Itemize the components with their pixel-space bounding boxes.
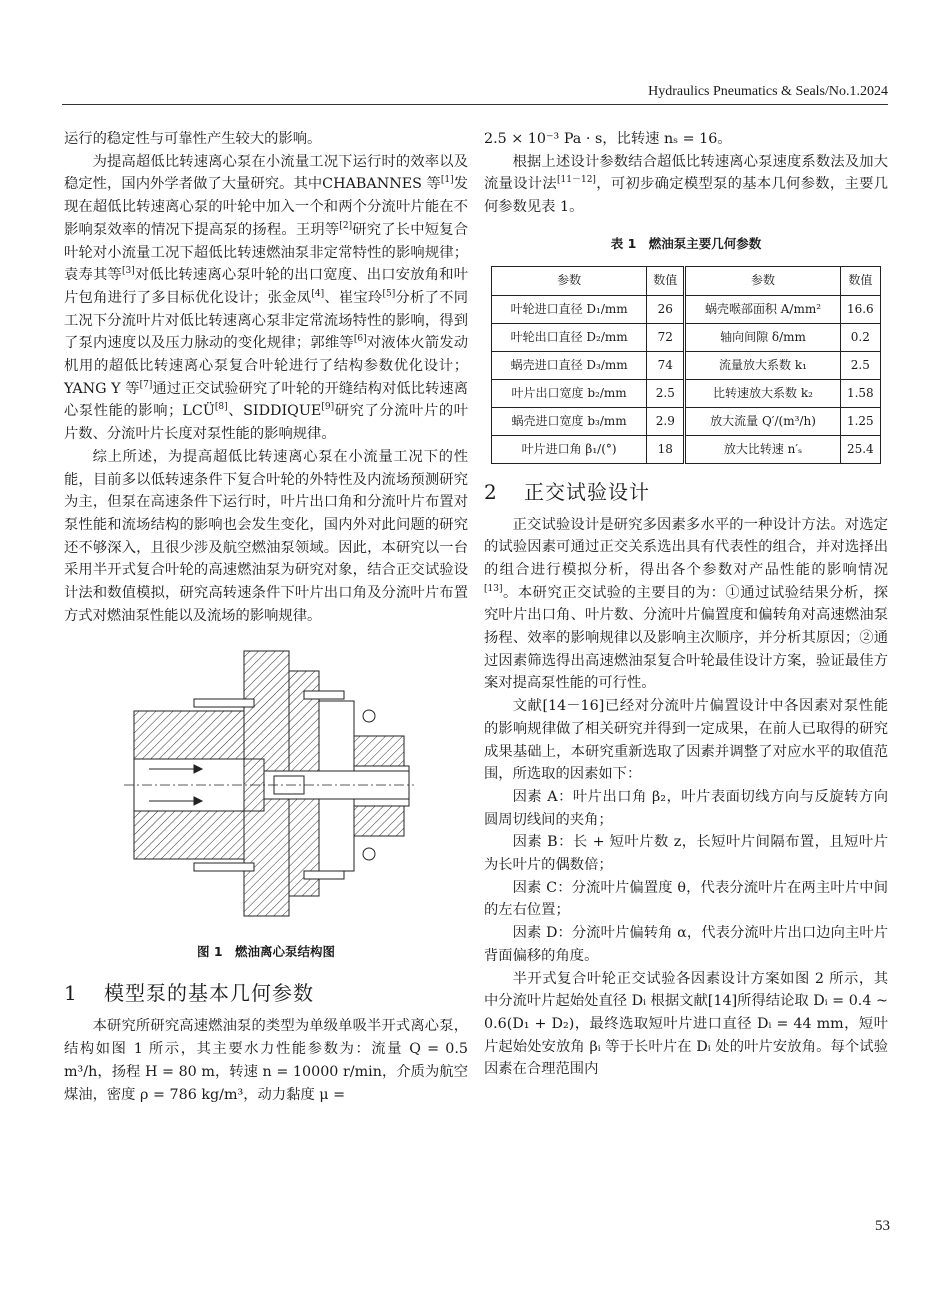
paragraph: 根据上述设计参数结合超低比转速离心泵速度系数法及加大流量设计法[11－12]，可初步确定模型泵的基本几何参数，主要几何参数见表 1。	[484, 153, 889, 216]
table-cell: 16.6	[840, 295, 880, 323]
right-column	[484, 128, 888, 1081]
citation[interactable]: [13]	[484, 583, 503, 594]
table-cell: 叶片进口角 β₁/(°)	[492, 435, 647, 463]
table-cell: 放大流量 Q′/(m³/h)	[685, 407, 840, 435]
table-cell: 比转速放大系数 k₂	[685, 379, 840, 407]
paragraph: 为提高超低比转速离心泵在小流量工况下运行时的效率以及稳定性，国内外学者做了大量研究。其中CHABANNES 等[1]发现在超低比转速离心泵的叶轮中加入一个和两个分流叶片能在不影响泵效率的情况下提高泵的扬程。王玥等[2]研究了长中短复合叶轮对小流量工况下超低比转速燃油泵非定常特性的影响规律；袁寿其等[3]对低比转速离心泵叶轮的出口宽度、出口安放角和叶片包角进行了多目标优化设计；张金凤[4]、崔宝玲[5]分析了不同工况下分流叶片对低比转速离心泵非定常流场特性的影响，得到了泵内速度以及压力脉动的变化规律；郭维等[6]对液体火箭发动机用的超低比转速离心泵复合叶轮进行了结构参数优化设计；YANG Y 等[7]通过正交试验研究了叶轮的开缝结构对低比转速离心泵性能的影响；LCÜ[8]、SIDDIQUE[9]研究了分流叶片的叶片数、分流叶片长度对泵性能的影响规律。	[64, 153, 469, 443]
page-number: 53	[875, 1218, 890, 1234]
paragraph: 因素 A：叶片出口角 β₂，叶片表面切线方向与反旋转方向圆周切线间的夹角；	[484, 788, 888, 828]
paragraph: 本研究所研究高速燃油泵的类型为单级单吸半开式离心泵，结构如图 1 所示，其主要水力性能参数为：流量 Q = 0.5 m³/h，扬程 H = 80 m，转速 n = 10000 r/min，介质为航空煤油，密度 ρ = 786 kg/m³，动力黏度 μ =	[64, 1018, 468, 1103]
table-row	[492, 295, 881, 323]
citation[interactable]: [7]	[139, 379, 153, 390]
parameters-table	[491, 266, 881, 464]
citation[interactable]: [5]	[382, 289, 396, 300]
table-header: 参数	[685, 266, 840, 295]
paragraph: 因素 C：分流叶片偏置度 θ，代表分流叶片在两主叶片中间的左右位置；	[484, 879, 888, 919]
table-cell: 叶片出口宽度 b₂/mm	[492, 379, 647, 407]
paragraph: 因素 B：长 + 短叶片数 z，长短叶片间隔布置，且短叶片为长叶片的偶数倍；	[484, 834, 888, 874]
table-cell: 叶轮出口直径 D₂/mm	[492, 323, 647, 351]
paragraph: 半开式复合叶轮正交试验各因素设计方案如图 2 所示，其中分流叶片起始处直径 Dᵢ 根据文献[14]所得结论取 Dᵢ = 0.4 ~ 0.6(D₁ + D₂)，最终选取短叶片进口直径 Dᵢ = 44 mm，短叶片起始处安放角 βᵢ 等于长叶片在 Dᵢ 处的叶片安放角。每个试验因素在合理范围内	[484, 970, 888, 1078]
table-header: 参数	[492, 266, 647, 295]
table-caption: 表 1 燃油泵主要几何参数	[610, 235, 762, 251]
citation[interactable]: [9]	[321, 402, 335, 413]
table-row	[492, 323, 881, 351]
table-cell: 2.5	[840, 351, 880, 379]
table-cell: 1.58	[840, 379, 880, 407]
left-column	[64, 128, 468, 1106]
table-cell: 1.25	[840, 407, 880, 435]
citation[interactable]: [6]	[353, 334, 367, 345]
table-cell: 蜗壳喉部面积 A/mm²	[685, 295, 840, 323]
section-heading: 2 正交试验设计	[484, 479, 650, 504]
table-row	[492, 351, 881, 379]
table-cell: 0.2	[840, 323, 880, 351]
paragraph: 2.5 × 10⁻³ Pa · s，比转速 nₛ = 16。	[484, 131, 732, 147]
figure-caption: 图 1 燃油离心泵结构图	[196, 944, 336, 960]
table-cell: 74	[647, 351, 685, 379]
table-cell: 轴向间隙 δ/mm	[685, 323, 840, 351]
table-cell: 18	[647, 435, 685, 463]
table-cell: 流量放大系数 k₁	[685, 351, 840, 379]
table-cell: 蜗壳进口直径 D₃/mm	[492, 351, 647, 379]
table-row	[492, 435, 881, 463]
paragraph: 正交试验设计是研究多因素多水平的一种设计方法。对选定的试验因素可通过正交关系选出具有代表性的组合，并对选择出的组合进行模拟分析，得出各个参数对产品性能的影响情况[13]。本研究正交试验的主要目的为：①通过试验结果分析，探究叶片出口角、叶片数、分流叶片偏置度和偏转角对高速燃油泵扬程、效率的影响规律以及影响主次顺序，并分析其原因；②通过因素筛选得出高速燃油泵复合叶轮最佳设计方案，验证最佳方案对提高泵性能的可行性。	[484, 516, 888, 692]
citation[interactable]: [2]	[339, 221, 353, 232]
paragraph: 运行的稳定性与可靠性产生较大的影响。	[64, 131, 322, 147]
table-cell: 叶轮进口直径 D₁/mm	[492, 295, 647, 323]
citation[interactable]: [8]	[214, 402, 228, 413]
table-cell: 25.4	[840, 435, 880, 463]
table-row	[492, 407, 881, 435]
citation[interactable]: [1]	[440, 175, 454, 186]
table-cell: 2.9	[647, 407, 685, 435]
header-rule	[62, 104, 888, 105]
table-cell: 26	[647, 295, 685, 323]
pump-structure-drawing	[124, 641, 414, 926]
table-header: 数值	[840, 266, 880, 295]
section-heading: 1 模型泵的基本几何参数	[64, 981, 314, 1006]
table-cell: 蜗壳进口宽度 b₃/mm	[492, 407, 647, 435]
citation[interactable]: [3]	[121, 266, 135, 277]
paragraph: 综上所述，为提高超低比转速离心泵在小流量工况下的性能，目前多以低转速条件下复合叶轮的外特性及内流场预测研究为主，但泵在高速条件下运行时，叶片出口角和分流叶片布置对泵性能和流场结构的影响也会发生变化，国内外对此问题的研究还不够深入，且很少涉及航空燃油泵领域。因此，本研究以一台采用半开式复合叶轮的高速燃油泵为研究对象，结合正交试验设计法和数值模拟，研究高转速条件下叶片出口角及分流叶片布置方式对燃油泵性能以及流场的影响规律。	[64, 448, 468, 624]
running-header: Hydraulics Pneumatics & Seals/No.1.2024	[648, 84, 888, 99]
citation[interactable]: [11－12]	[557, 175, 596, 186]
citation[interactable]: [4]	[311, 289, 325, 300]
table-row	[492, 379, 881, 407]
paragraph: 因素 D：分流叶片偏转角 α，代表分流叶片出口边向主叶片背面偏移的角度。	[484, 925, 888, 964]
table-cell: 放大比转速 n′ₛ	[685, 435, 840, 463]
figure-1	[64, 641, 468, 971]
table-header-row	[492, 266, 881, 295]
paragraph: 文献[14－16]已经对分流叶片偏置设计中各因素对泵性能的影响规律做了相关研究并得到一定成果，在前人已取得的研究成果基础上，本研究重新选取了因素并调整了对应水平的取值范围，所选取的因素如下：	[484, 698, 888, 783]
table-cell: 72	[647, 323, 685, 351]
table-cell: 2.5	[647, 379, 685, 407]
table-header: 数值	[647, 266, 685, 295]
